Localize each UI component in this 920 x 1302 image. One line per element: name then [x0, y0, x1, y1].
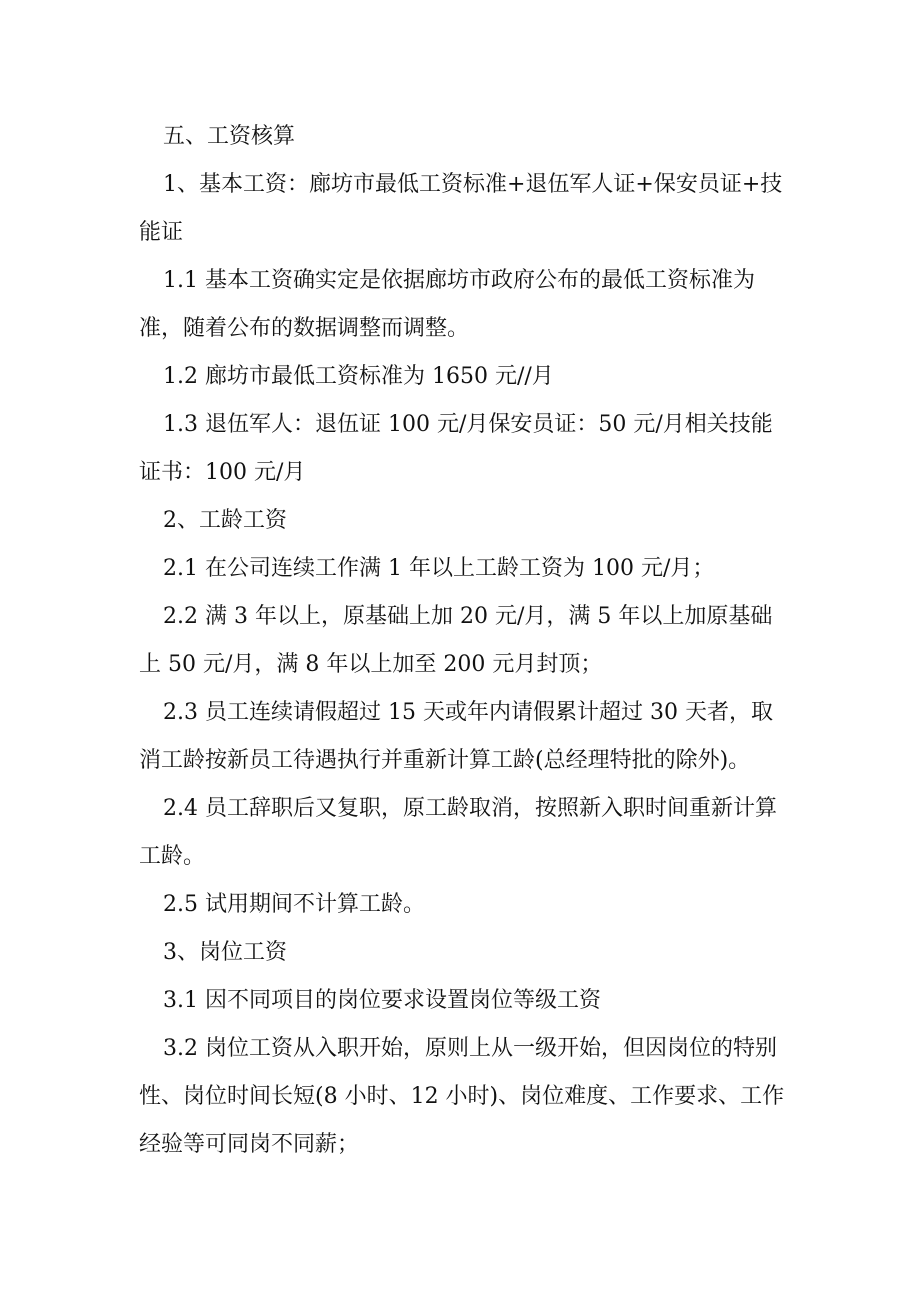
paragraph-3-2: 3.2 岗位工资从入职开始，原则上从一级开始，但因岗位的特别性、岗位时间长短(8 小时、12 小时)、岗位难度、工作要求、工作经验等可同岗不同薪；	[139, 1036, 785, 1157]
paragraph-1-1: 1.1 基本工资确实定是依据廊坊市政府公布的最低工资标准为准，随着公布的数据调整而调整。	[139, 268, 755, 341]
paragraph-basic-salary: 1、基本工资：廊坊市最低工资标准+退伍军人证+保安员证+技能证	[139, 172, 783, 245]
paragraph-2-5: 2.5 试用期间不计算工龄。	[163, 892, 425, 917]
paragraph-seniority-salary: 2、工龄工资	[163, 508, 287, 533]
paragraph-1-2: 1.2 廊坊市最低工资标准为 1650 元//月	[163, 364, 554, 389]
section-heading-salary-accounting: 五、工资核算	[163, 124, 296, 149]
paragraph-3-1: 3.1 因不同项目的岗位要求设置岗位等级工资	[163, 988, 601, 1013]
paragraph-2-3: 2.3 员工连续请假超过 15 天或年内请假累计超过 30 天者，取消工龄按新员工待遇执行并重新计算工龄(总经理特批的除外)。	[139, 700, 773, 773]
paragraph-2-2: 2.2 满 3 年以上，原基础上加 20 元/月，满 5 年以上加原基础上 50 元/月，满 8 年以上加至 200 元月封顶；	[139, 604, 773, 677]
paragraph-position-salary: 3、岗位工资	[163, 940, 287, 965]
paragraph-2-1: 2.1 在公司连续工作满 1 年以上工龄工资为 100 元/月；	[163, 556, 715, 581]
document-body	[139, 113, 789, 1169]
paragraph-1-3: 1.3 退伍军人：退伍证 100 元/月保安员证：50 元/月相关技能证书：100 元/月	[139, 412, 773, 485]
paragraph-2-4: 2.4 员工辞职后又复职，原工龄取消，按照新入职时间重新计算工龄。	[139, 796, 777, 869]
